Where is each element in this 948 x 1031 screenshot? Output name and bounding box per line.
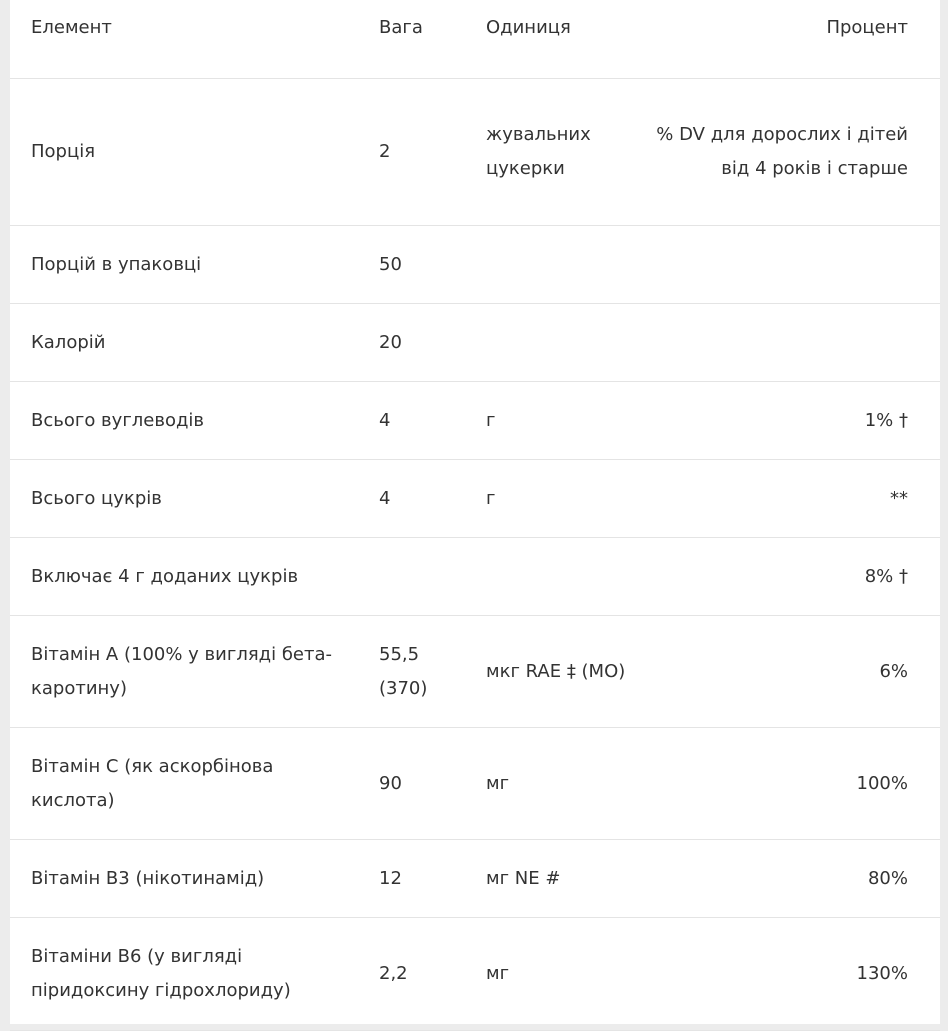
cell-element: Включає 4 г доданих цукрів [10, 538, 358, 616]
cell-percent [636, 304, 940, 382]
table-row [10, 382, 940, 460]
supplement-facts-panel [10, 0, 940, 1024]
cell-percent: 100% [636, 728, 940, 840]
table-row [10, 538, 940, 616]
cell-unit [465, 538, 636, 616]
cell-weight: 55,5 (370) [358, 616, 465, 728]
cell-weight: 2 [358, 79, 465, 226]
cell-weight: 4 [358, 460, 465, 538]
cell-unit: жувальних цукерки [465, 79, 636, 226]
cell-weight: 90 [358, 728, 465, 840]
cell-percent: ** [636, 460, 940, 538]
cell-weight: 2,2 [358, 918, 465, 1031]
cell-percent [636, 226, 940, 304]
cell-percent: 8% † [636, 538, 940, 616]
table-row [10, 304, 940, 382]
cell-unit: мг [465, 728, 636, 840]
cell-element: Вітамін А (100% у вигляді бета-каротину) [10, 616, 358, 728]
header-element: Елемент [10, 0, 358, 79]
cell-percent: 130% [636, 918, 940, 1031]
cell-percent: 80% [636, 840, 940, 918]
cell-unit [465, 226, 636, 304]
cell-element: Вітамін C (як аскорбінова кислота) [10, 728, 358, 840]
table-row [10, 226, 940, 304]
cell-element: Порція [10, 79, 358, 226]
cell-unit: мг [465, 918, 636, 1031]
table-row [10, 840, 940, 918]
table-row [10, 460, 940, 538]
cell-unit: мкг RAE ‡ (МО) [465, 616, 636, 728]
cell-weight: 20 [358, 304, 465, 382]
cell-unit: мг NE # [465, 840, 636, 918]
cell-weight: 50 [358, 226, 465, 304]
cell-element: Всього цукрів [10, 460, 358, 538]
cell-element: Вітамін B3 (нікотинамід) [10, 840, 358, 918]
cell-element: Вітаміни B6 (у вигляді піридоксину гідрохлориду) [10, 918, 358, 1031]
supplement-facts-table [10, 0, 940, 1031]
cell-weight [358, 538, 465, 616]
cell-unit: г [465, 460, 636, 538]
cell-percent: % DV для дорослих і дітей від 4 років і старше [636, 79, 940, 226]
table-row [10, 728, 940, 840]
table-row [10, 79, 940, 226]
header-percent: Процент [636, 0, 940, 79]
cell-element: Порцій в упаковці [10, 226, 358, 304]
header-weight: Вага [358, 0, 465, 79]
header-unit: Одиниця [465, 0, 636, 79]
table-row [10, 616, 940, 728]
table-header-row [10, 0, 940, 79]
cell-element: Всього вуглеводів [10, 382, 358, 460]
table-row [10, 918, 940, 1031]
cell-unit [465, 304, 636, 382]
cell-percent: 1% † [636, 382, 940, 460]
cell-weight: 4 [358, 382, 465, 460]
cell-weight: 12 [358, 840, 465, 918]
cell-element: Калорій [10, 304, 358, 382]
cell-percent: 6% [636, 616, 940, 728]
cell-unit: г [465, 382, 636, 460]
